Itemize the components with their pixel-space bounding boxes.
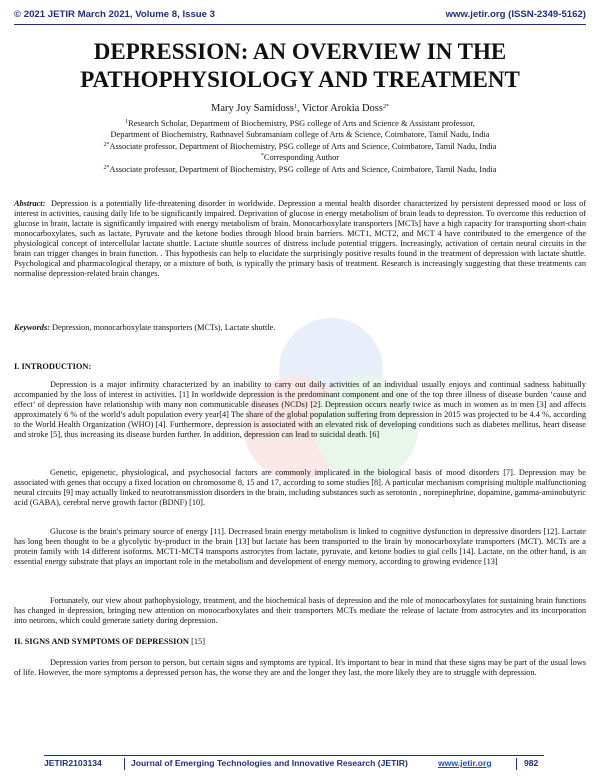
- intro-paragraph-3: Glucose is the brain's primary source of energy [11]. Decreased brain energy metabolism is linked to cognitive dysfunction in depressive disorders [12]. Lactate has long been thought to be a glycolytic by-product in the brain [13] but lactate has been transported to the brain by monocarboxylate transporters (MCT). MCTs are a protein family with 14 different isoforms. MCT1-MCT4 transports astrocytes from lactate, pyruvate, and ketone bodies to gial cells [14]. Lactate, on the other hand, is an essential energy substrate that plays an important role in the metabolism and development of energy memory, according to growing evidence [13]: [14, 527, 586, 567]
- paper-title: [20, 38, 580, 94]
- affiliation-text: Corresponding Author: [263, 153, 340, 162]
- affiliation-text: Research Scholar, Department of Biochemistry, PSG college of Arts and Science & Assistant professor,: [128, 119, 475, 128]
- header-rule: [14, 24, 586, 25]
- author-separator: , Victor Arokia Doss: [296, 103, 383, 114]
- abstract-text: Depression is a potentially life-threatening disorder in worldwide. Depression a mental health disorder characterized by persistent depressed mood or loss of interest in activities, causing daily life to be significantly impaired. Deprivation of glucose in energy metabolism of brain leads to depression. To overcome this reduction of glucose in brain, lactate is significantly impaired with energy metabolism of brain. Monocarboxylate transporters [MCTs] have a high capacity for transporting short-chain monocarboxylates, such as lactate, Pyruvate and the ketone bodies through blood brain barriers. MCT1, MCT2, and MCT 4 have contributed to the emergence of the physiological concept of intercellular lactate shuttle. Lactate shuttle sources of distress include potential triggers. Increasingly, activation of certain neural circuits in the brain can trigger changes in brain function. . This hypothesis can help to elucidate the surprisingly positive results found in the treatment of depression with lactate shuttle. Psychological and pharmacological therapy, or a mixture of both, is typically the primary basis of treatment. Research is increasingly suggesting that these treatments can normalise depression-related brain changes.: [14, 199, 586, 279]
- affiliation-3: [20, 165, 580, 175]
- affiliation-text: Associate professor, Department of Biochemistry, PSG college of Arts and Science, Coimbatore, Tamil Nadu, India: [109, 142, 497, 151]
- header-journal-issue: © 2021 JETIR March 2021, Volume 8, Issue 3: [14, 9, 215, 20]
- affiliation-2: [20, 142, 580, 152]
- intro-paragraph-1: Depression is a major infirmity characterized by an inability to carry out daily activities of an individual usually enjoys and continual sadness habitually accompanied by the loss of interest in activities. [1] In worldwide depression is the predominant component and one of the top three illness of disease burden ‘cause and effect’ of depression have relationship with many non communicable diseases (NCDs) [2]. Depression occurs nearly twice as much in women as in men [3] and affects approximately 6 % of the world’s adult population every year[4] The share of the global population suffering from depression in 2015 was projected to be 4.4 %, according to the World Health Organization (WHO) [4]. Furthermore, depression is associated with an elevated risk of developing conditions such as diabetes mellitus, heart disease and stroke [5], thus increasing its disease burden further. In addition, depression can lead to suicidal death. [6]: [14, 380, 586, 440]
- affiliation-sup: 2*: [103, 142, 110, 148]
- footer-divider: [124, 758, 125, 770]
- abstract-label: Abstract:: [14, 199, 46, 208]
- title-line-2: PATHOPHYSIOLOGY AND TREATMENT: [80, 67, 520, 92]
- footer-journal-name: Journal of Emerging Technologies and Innovative Research (JETIR): [131, 758, 408, 768]
- section-2-ref: [15]: [191, 637, 206, 646]
- keywords-text: Depression, monocarboxylate transporters (MCTs), Lactate shuttle.: [52, 323, 276, 332]
- affiliation-text: Department of Biochemistry, Rathnavel Subramaniam college of Arts & Science, Coimbatore, Tamil Nadu, India: [110, 130, 490, 139]
- intro-paragraph-2: Genetic, epigenetic, physiological, and psychosocial factors are commonly implicated in the biological basis of mood disorders [7]. Depression may be associated with genes that occupy a fixed location on chromosome 8, 15 and 17, according to some studies [8]. A particular mechanism comprising multiple malfunctioning neural circuits [9] may actually linked to neurotransmission disorders in the brain, including substances such as serotonin , norepinephrine, dopamine, gamma-aminobutyric acid (GABA), cerebral nerve growth factor (BDNF) [10].: [14, 468, 586, 508]
- footer-rule: [44, 755, 544, 756]
- header-issn: www.jetir.org (ISSN-2349-5162): [445, 9, 586, 20]
- footer-divider: [516, 758, 517, 770]
- section-2-title: II. SIGNS AND SYMPTOMS OF DEPRESSION: [14, 637, 189, 646]
- abstract: [14, 199, 586, 279]
- authors-line: [20, 103, 580, 114]
- keywords: [14, 323, 586, 333]
- section-heading-signs-symptoms: [14, 637, 205, 646]
- author-1: Mary Joy Samidoss: [211, 103, 294, 114]
- author-2-sup: 2*: [382, 104, 389, 110]
- corresponding-author: [20, 153, 580, 163]
- affiliation-sup: 2*: [103, 165, 110, 171]
- affiliation-sup: *: [260, 153, 264, 159]
- author-1-sup: 1: [293, 104, 297, 110]
- footer-paper-id: JETIR2103134: [44, 758, 102, 768]
- affiliation-sup: 1: [125, 119, 129, 125]
- footer-journal-link[interactable]: www.jetir.org: [438, 758, 492, 768]
- affiliation-text: Associate professor, Department of Biochemistry, PSG college of Arts and Science, Coimbatore, Tamil Nadu, India: [109, 165, 497, 174]
- footer-page-number: 982: [524, 758, 539, 768]
- affiliation-1: [20, 119, 580, 129]
- keywords-label: Keywords:: [14, 323, 50, 332]
- affiliation-1-cont: [20, 130, 580, 140]
- section-heading-introduction: I. INTRODUCTION:: [14, 362, 92, 371]
- intro-paragraph-4: Fortunately, our view about pathophysiology, treatment, and the biochemical basis of depression and the role of monocarboxylates for sustaining brain functions has changed in depression, bringing new attention on monocarboxylates and their transporters MCTs mediate the release of lactate from astrocytes and its incorporation into neurons, which could generate satiety during depression.: [14, 596, 586, 626]
- title-line-1: DEPRESSION: AN OVERVIEW IN THE: [93, 39, 507, 64]
- signs-paragraph-1: Depression varies from person to person, but certain signs and symptoms are typical. It's important to bear in mind that these signs may be part of the usual lows of life. However, the more symptoms a depressed person has, the worse they are and the longer they last, the more likely they are to struggle with depression.: [14, 658, 586, 678]
- page-header: [14, 9, 586, 23]
- page-footer: [44, 758, 544, 772]
